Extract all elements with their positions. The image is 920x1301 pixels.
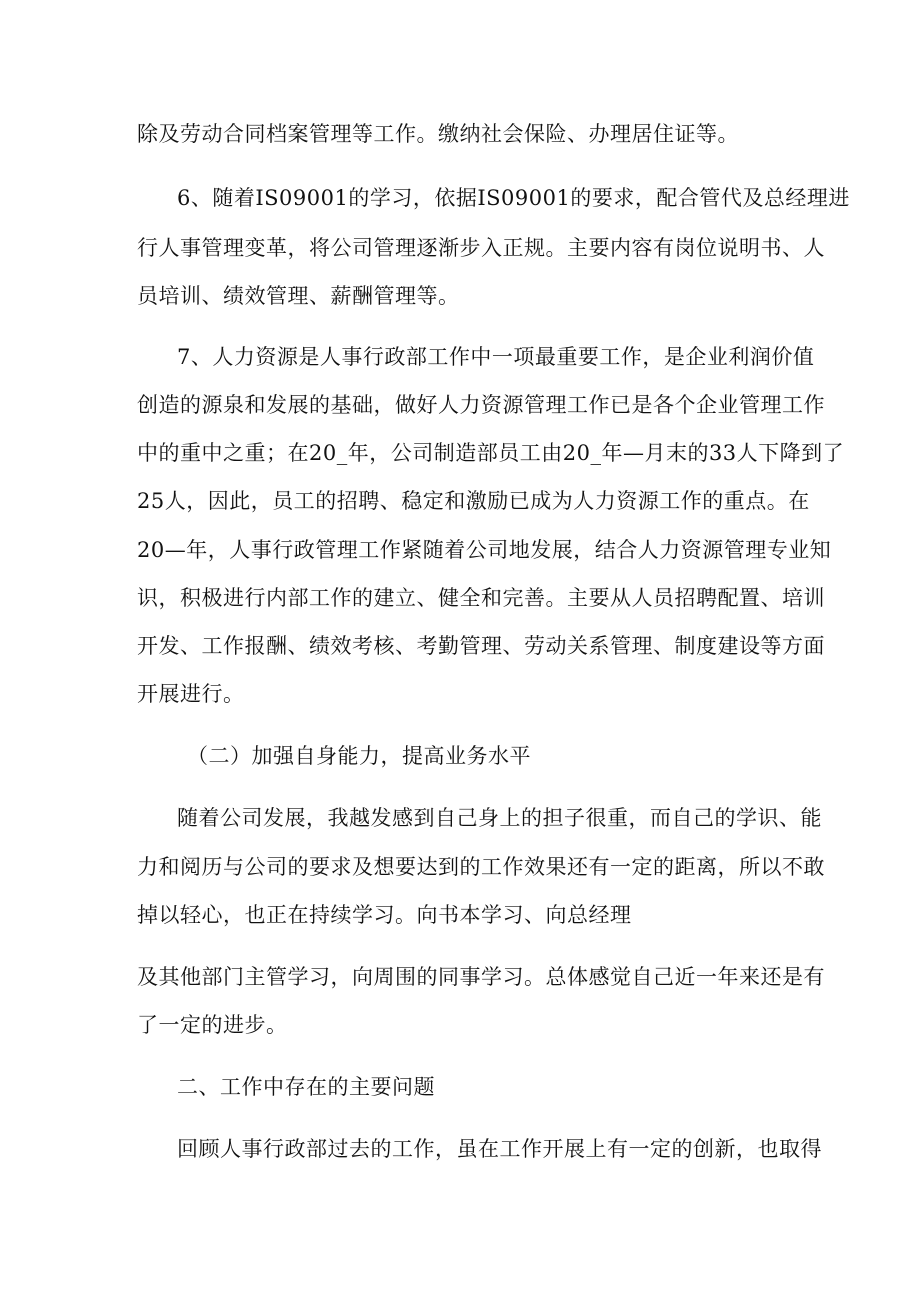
section-heading: 二、工作中存在的主要问题 — [177, 1075, 435, 1099]
paragraph-line: 随着公司发展，我越发感到自己身上的担子很重，而自己的学识、能 — [177, 806, 822, 830]
paragraph-line: 20—年，人事行政管理工作紧随着公司地发展，结合人力资源管理专业知 — [137, 538, 832, 562]
paragraph-line: 创造的源泉和发展的基础，做好人力资源管理工作已是各个企业管理工作 — [137, 393, 825, 417]
paragraph-line: 7、人力资源是人事行政部工作中一项最重要工作，是企业利润价值 — [177, 345, 815, 369]
paragraph-line: 除及劳动合同档案管理等工作。缴纳社会保险、办理居住证等。 — [137, 122, 739, 146]
paragraph-line: 中的重中之重；在20_年，公司制造部员工由20_年—月末的33人下降到了 — [137, 441, 845, 465]
paragraph-line: 6、随着IS09001的学习，依据IS09001的要求，配合管代及总经理进 — [177, 186, 850, 210]
paragraph-line: 员培训、绩效管理、薪酬管理等。 — [137, 284, 460, 308]
paragraph-line: 及其他部门主管学习，向周围的同事学习。总体感觉自己近一年来还是有 — [137, 965, 825, 989]
paragraph-line: 回顾人事行政部过去的工作，虽在工作开展上有一定的创新，也取得 — [177, 1137, 822, 1161]
paragraph-line: 识，积极进行内部工作的建立、健全和完善。主要从人员招聘配置、培训 — [137, 586, 825, 610]
section-heading: （二）加强自身能力，提高业务水平 — [187, 744, 531, 768]
paragraph-line: 了一定的进步。 — [137, 1013, 288, 1037]
paragraph-line: 开发、工作报酬、绩效考核、考勤管理、劳动关系管理、制度建设等方面 — [137, 634, 825, 658]
paragraph-line: 掉以轻心，也正在持续学习。向书本学习、向总经理 — [137, 903, 632, 927]
paragraph-line: 力和阅历与公司的要求及想要达到的工作效果还有一定的距离，所以不敢 — [137, 855, 825, 879]
paragraph-line: 25人，因此，员工的招聘、稳定和激励已成为人力资源工作的重点。在 — [137, 489, 810, 513]
paragraph-line: 行人事管理变革，将公司管理逐渐步入正规。主要内容有岗位说明书、人 — [137, 236, 825, 260]
paragraph-line: 开展进行。 — [137, 682, 245, 706]
